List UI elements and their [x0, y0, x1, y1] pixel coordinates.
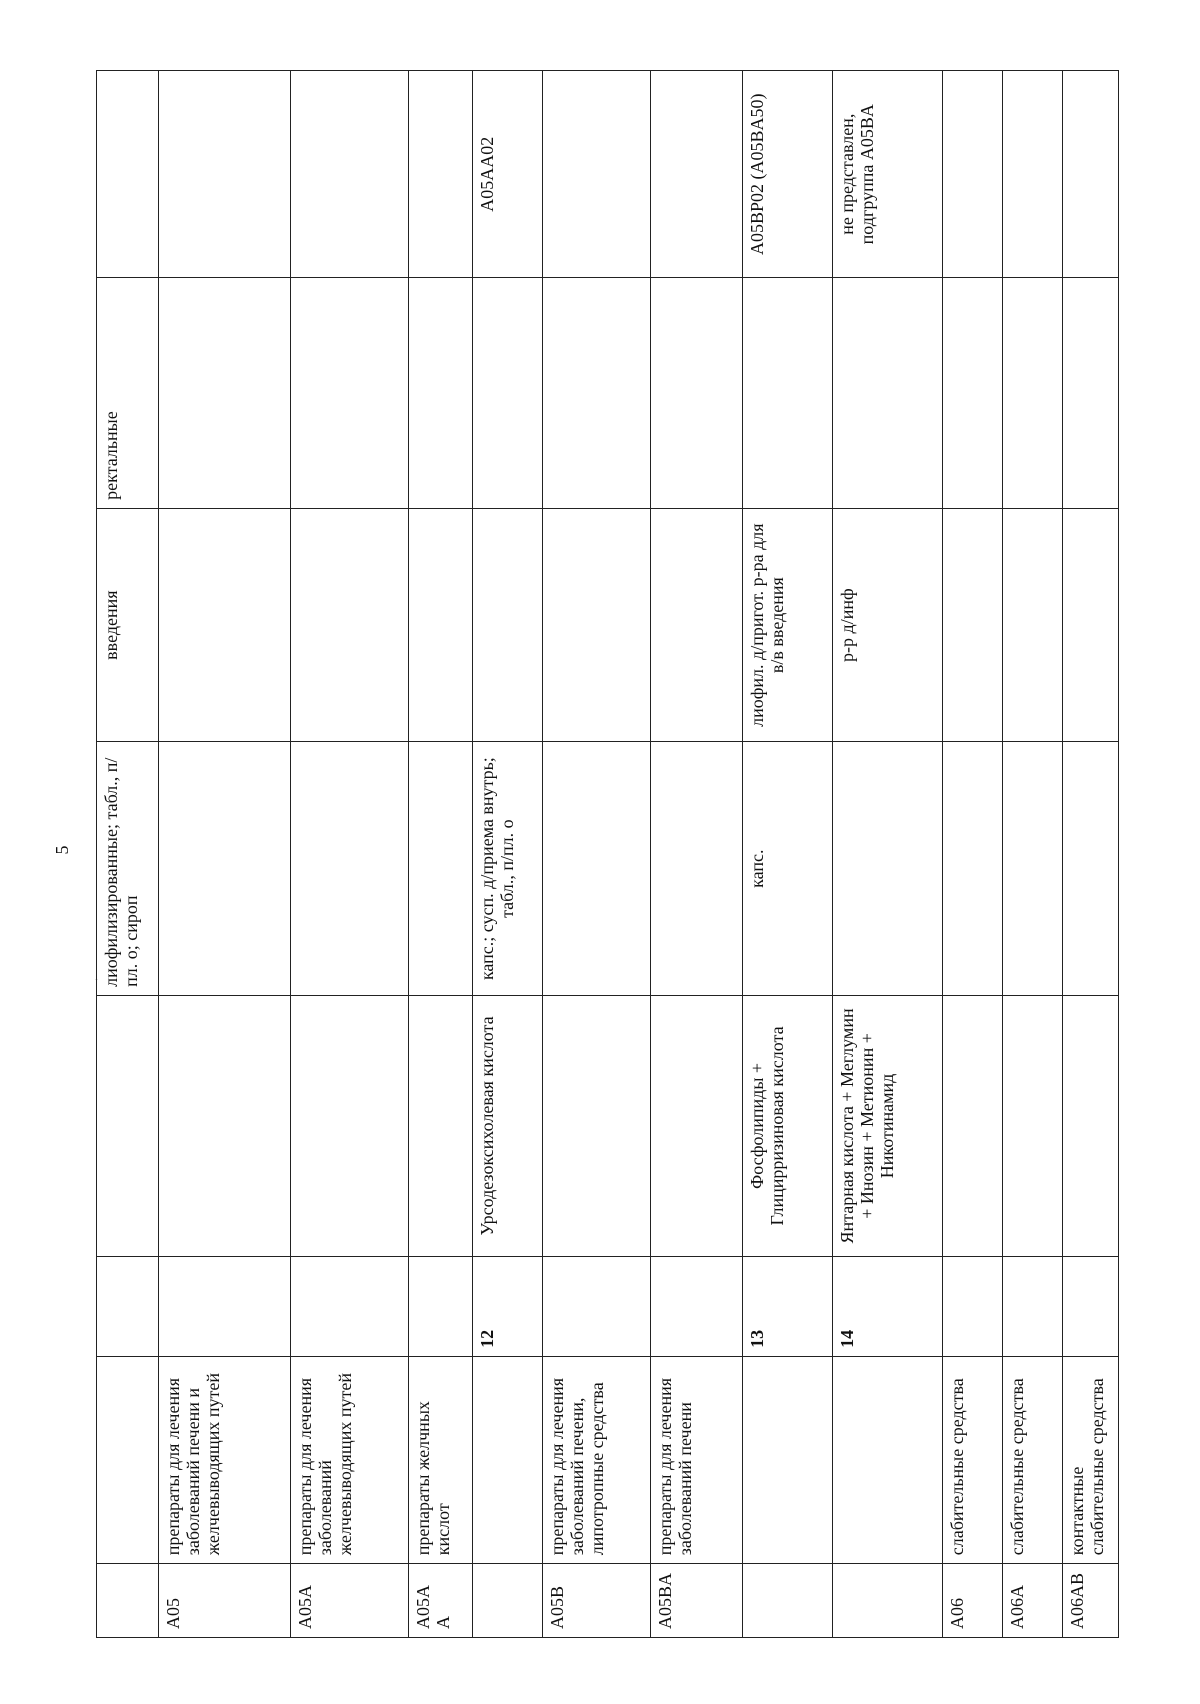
number-cell: [409, 1257, 473, 1357]
rotated-table-container: [96, 70, 1116, 1638]
dosage-form-cell: [943, 742, 1003, 995]
header-cell-num: [97, 1257, 159, 1357]
rectal-form-cell: [291, 278, 409, 508]
table-row: [943, 71, 1003, 1638]
code-cell: [743, 1564, 833, 1638]
dosage-form-cell: [409, 742, 473, 995]
dosage-form-cell: [543, 742, 651, 995]
header-cell-name: [97, 995, 159, 1256]
code-cell: A05AA: [409, 1564, 473, 1638]
number-cell: 14: [833, 1257, 943, 1357]
rectal-form-cell: [1063, 278, 1119, 508]
number-cell: [291, 1257, 409, 1357]
drug-name-cell: Фосфолипиды + Глицирризиновая кислота: [743, 995, 833, 1256]
rectal-form-cell: [943, 278, 1003, 508]
drug-name-cell: [1063, 995, 1119, 1256]
rectal-form-cell: [1003, 278, 1063, 508]
number-cell: [943, 1257, 1003, 1357]
atc-note-cell: [543, 71, 651, 278]
dosage-form-cell: [651, 742, 743, 995]
atc-note-cell: [943, 71, 1003, 278]
table-row: [473, 71, 543, 1638]
number-cell: 12: [473, 1257, 543, 1357]
table-row: [833, 71, 943, 1638]
injection-form-cell: [943, 508, 1003, 742]
dosage-form-cell: капс.; сусп. д/приема внутрь; табл., п/пл. о: [473, 742, 543, 995]
header-cell-rectal: ректальные: [97, 278, 159, 508]
atc-note-cell: [651, 71, 743, 278]
group-cell: препараты для лечения заболеваний печени: [651, 1356, 743, 1563]
number-cell: [1003, 1257, 1063, 1357]
number-cell: [1063, 1257, 1119, 1357]
injection-form-cell: [291, 508, 409, 742]
header-cell-form: лиофилизированные; табл., п/пл. о; сироп: [97, 742, 159, 995]
table-row: [651, 71, 743, 1638]
group-cell: препараты для лечения заболеваний печени и желчевыводящих путей: [159, 1356, 291, 1563]
atc-note-cell: не представлен, подгруппа A05BA: [833, 71, 943, 278]
code-cell: A06A: [1003, 1564, 1063, 1638]
code-cell: A05B: [543, 1564, 651, 1638]
group-cell: слабительные средства: [1003, 1356, 1063, 1563]
group-cell: препараты для лечения заболеваний желчевыводящих путей: [291, 1356, 409, 1563]
rectal-form-cell: [743, 278, 833, 508]
atc-note-cell: [1003, 71, 1063, 278]
rectal-form-cell: [833, 278, 943, 508]
group-cell: [833, 1356, 943, 1563]
injection-form-cell: [1063, 508, 1119, 742]
code-cell: A05: [159, 1564, 291, 1638]
table-row: [409, 71, 473, 1638]
injection-form-cell: [159, 508, 291, 742]
drug-name-cell: [409, 995, 473, 1256]
injection-form-cell: [1003, 508, 1063, 742]
injection-form-cell: лиофил. д/пригот. р-ра для в/в введения: [743, 508, 833, 742]
injection-form-cell: [409, 508, 473, 742]
injection-form-cell: р-р д/инф: [833, 508, 943, 742]
table-header-row: [97, 71, 159, 1638]
drug-name-cell: Урсодезоксихолевая кислота: [473, 995, 543, 1256]
drug-name-cell: [943, 995, 1003, 1256]
injection-form-cell: [543, 508, 651, 742]
page-number: 5: [52, 845, 72, 855]
group-cell: контактные слабительные средства: [1063, 1356, 1119, 1563]
group-cell: препараты желчных кислот: [409, 1356, 473, 1563]
table-row: [743, 71, 833, 1638]
dosage-form-cell: [1063, 742, 1119, 995]
number-cell: [159, 1257, 291, 1357]
table-row: [291, 71, 409, 1638]
atc-note-cell: [409, 71, 473, 278]
table-row: [543, 71, 651, 1638]
code-cell: A05A: [291, 1564, 409, 1638]
header-cell-group: [97, 1356, 159, 1563]
code-cell: [473, 1564, 543, 1638]
atc-note-cell: A05AA02: [473, 71, 543, 278]
atc-note-cell: A05BP02 (A05BA50): [743, 71, 833, 278]
number-cell: [651, 1257, 743, 1357]
drug-name-cell: [159, 995, 291, 1256]
header-cell-injection: введения: [97, 508, 159, 742]
number-cell: [543, 1257, 651, 1357]
drug-name-cell: [543, 995, 651, 1256]
injection-form-cell: [651, 508, 743, 742]
rectal-form-cell: [651, 278, 743, 508]
drug-name-cell: [291, 995, 409, 1256]
atc-note-cell: [291, 71, 409, 278]
table-row: [1003, 71, 1063, 1638]
injection-form-cell: [473, 508, 543, 742]
atc-note-cell: [159, 71, 291, 278]
dosage-form-cell: [159, 742, 291, 995]
rectal-form-cell: [159, 278, 291, 508]
table-row: [1063, 71, 1119, 1638]
code-cell: A06AB: [1063, 1564, 1119, 1638]
group-cell: [743, 1356, 833, 1563]
code-cell: [833, 1564, 943, 1638]
rectal-form-cell: [543, 278, 651, 508]
drug-classification-table: [96, 70, 1119, 1638]
group-cell: [473, 1356, 543, 1563]
dosage-form-cell: [833, 742, 943, 995]
rectal-form-cell: [409, 278, 473, 508]
drug-name-cell: [651, 995, 743, 1256]
table-row: [159, 71, 291, 1638]
header-cell-note: [97, 71, 159, 278]
stray-mark: .: [95, 969, 98, 983]
atc-note-cell: [1063, 71, 1119, 278]
code-cell: A06: [943, 1564, 1003, 1638]
drug-name-cell: [1003, 995, 1063, 1256]
code-cell: A05BA: [651, 1564, 743, 1638]
number-cell: 13: [743, 1257, 833, 1357]
rectal-form-cell: [473, 278, 543, 508]
header-cell-code: [97, 1564, 159, 1638]
group-cell: препараты для лечения заболеваний печени, липотропные средства: [543, 1356, 651, 1563]
drug-name-cell: Янтарная кислота + Меглумин + Инозин + Метионин + Никотинамид: [833, 995, 943, 1256]
dosage-form-cell: капс.: [743, 742, 833, 995]
group-cell: слабительные средства: [943, 1356, 1003, 1563]
dosage-form-cell: [1003, 742, 1063, 995]
dosage-form-cell: [291, 742, 409, 995]
